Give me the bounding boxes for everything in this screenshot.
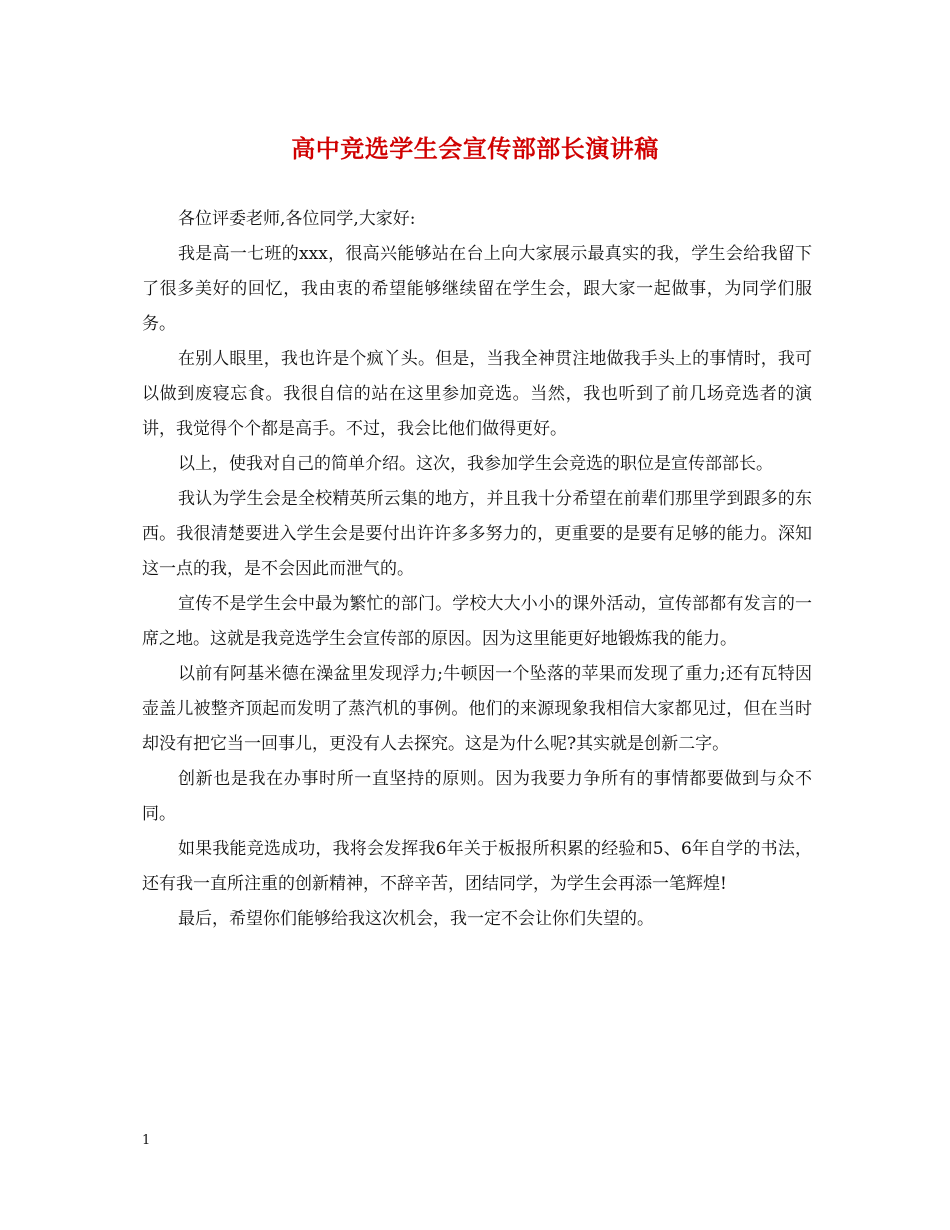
paragraph: 以前有阿基米德在澡盆里发现浮力;牛顿因一个坠落的苹果而发现了重力;还有瓦特因壶盖儿被整齐顶起而发明了蒸汽机的事例。他们的来源现象我相信大家都见过，但在当时却没有把它当一回事儿，更没有人去探究。这是为什么呢?其实就是创新二字。 (142, 664, 812, 754)
document-title: 高中竞选学生会宣传部部长演讲稿 (291, 134, 659, 163)
paragraph: 我认为学生会是全校精英所云集的地方，并且我十分希望在前辈们那里学到跟多的东西。我很清楚要进入学生会是要付出许许多多努力的，更重要的是要有足够的能力。深知这一点的我，是不会因此而泄气的。 (142, 489, 812, 579)
paragraph: 在别人眼里，我也许是个疯丫头。但是，当我全神贯注地做我手头上的事情时，我可以做到废寝忘食。我很自信的站在这里参加竞选。当然，我也听到了前几场竞选者的演讲，我觉得个个都是高手。不过，我会比他们做得更好。 (142, 349, 812, 439)
paragraph-greeting: 各位评委老师,各位同学,大家好: (178, 209, 416, 229)
paragraph: 宣传不是学生会中最为繁忙的部门。学校大大小小的课外活动，宣传部都有发言的一席之地。这就是我竞选学生会宣传部的原因。因为这里能更好地锻炼我的能力。 (142, 594, 812, 649)
page-number: 1 (142, 1133, 151, 1148)
paragraph: 以上，使我对自己的简单介绍。这次，我参加学生会竞选的职位是宣传部部长。 (178, 454, 773, 474)
paragraph: 如果我能竞选成功，我将会发挥我6年关于板报所积累的经验和5、6年自学的书法，还有我一直所注重的创新精神，不辞辛苦，团结同学，为学生会再添一笔辉煌! (142, 839, 812, 894)
paragraph: 我是高一七班的xxx，很高兴能够站在台上向大家展示最真实的我，学生会给我留下了很多美好的回忆，我由衷的希望能够继续留在学生会，跟大家一起做事，为同学们服务。 (142, 244, 812, 334)
document-body (142, 202, 812, 937)
paragraph-closing: 最后，希望你们能够给我这次机会，我一定不会让你们失望的。 (178, 909, 654, 929)
paragraph: 创新也是我在办事时所一直坚持的原则。因为我要力争所有的事情都要做到与众不同。 (142, 769, 812, 824)
